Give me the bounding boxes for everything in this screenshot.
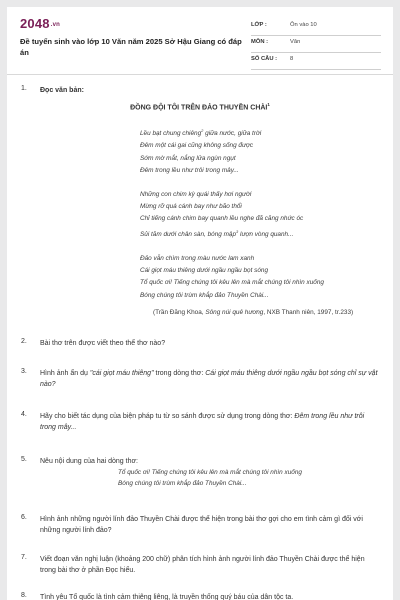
poem-line: Sớm mờ mắt, nắng lửa ngùn ngụt <box>140 154 236 162</box>
question-quote: Cái giọt máu thiêng dưới ngầu ngầu bọt sóng chỉ sự vật nào? <box>40 370 378 388</box>
poem-line: Bóng chúng tôi trùm khắp đảo Thuyền Chài... <box>140 291 269 299</box>
poem-line-text: Sủi tăm dưới chân sàn, bóng mập <box>140 230 237 238</box>
meta-value: Ôn vào 10 <box>290 22 317 28</box>
meta-label: SỐ CÂU : <box>251 56 278 62</box>
poem-line-text: Lều bạt chung chiêng <box>140 130 202 138</box>
question-number: 2. <box>21 338 27 345</box>
question-number: 3. <box>21 368 27 375</box>
question-text: Nêu nội dung của hai dòng thơ: <box>40 458 138 465</box>
document-page <box>7 7 393 600</box>
question-text-part: Hình ảnh ẩn dụ <box>40 370 90 377</box>
document-header <box>7 7 393 77</box>
meta-label: LỚP : <box>251 22 267 28</box>
poem-line: Những con chim kỳ quái thấy hơi người <box>140 191 252 198</box>
question-text: Viết đoạn văn nghị luận (khoảng 200 chữ) phân tích hình ảnh người lính đảo Thuyền Chài được thể hiện trong bài thơ ở phần Đọc hiểu. <box>40 556 365 574</box>
footnote-mark: 2 <box>201 128 204 133</box>
poem-line: Chỉ tiếng cánh chim bay quanh lều nghe đã căng nhức óc <box>140 215 304 223</box>
question-text <box>40 368 380 390</box>
meta-value: Văn <box>290 39 301 45</box>
question-text-part: Hãy cho biết tác dụng của biện pháp tu từ so sánh được sử dụng trong dòng thơ: <box>40 413 295 420</box>
meta-row-subject <box>251 36 381 53</box>
quote-line: Bóng chúng tôi trùm khắp đảo Thuyền Chài... <box>118 480 247 487</box>
question-number: 1. <box>21 85 27 92</box>
question-number: 4. <box>21 411 27 418</box>
logo-suffix: .vn <box>50 21 61 28</box>
logo-text: 2048 <box>20 16 50 31</box>
poem-title <box>7 102 393 111</box>
site-logo[interactable] <box>20 16 60 31</box>
source-text: , NXB Thanh niên, 1997, tr.233) <box>263 309 354 316</box>
question-text: Hình ảnh những người lính đảo Thuyền Chài được thể hiện trong bài thơ gợi cho em tình cảm gì đối với những người lính đảo? <box>40 516 363 534</box>
question-text: Bài thơ trên được viết theo thể thơ nào? <box>40 340 166 347</box>
question-5-quote <box>118 467 388 489</box>
poem-line-text: giữa nước, giữa trời <box>203 130 262 138</box>
poem-stanza-3 <box>140 253 390 302</box>
poem-title-text: ĐỒNG ĐỘI TÔI TRÊN ĐẢO THUYỀN CHÀI <box>130 104 268 112</box>
question-text-part: trong dòng thơ: <box>153 370 206 377</box>
source-text: (Trần Đăng Khoa, <box>153 309 206 316</box>
poem-line: Đêm trong lều như trôi trong mây... <box>140 166 239 174</box>
poem-line: Tổ quốc ơi! Tiếng chúng tôi kêu lên mà mắt chúng tôi nhìn xuống <box>140 279 324 287</box>
footnote-mark: 3 <box>236 228 239 234</box>
question-number: 7. <box>21 554 27 561</box>
poem-stanza-1 <box>140 125 390 177</box>
poem-stanza-2 <box>140 189 390 241</box>
question-text <box>40 411 380 433</box>
quote-line: Tổ quốc ơi! Tiếng chúng tôi kêu lên mà mắt chúng tôi nhìn xuống <box>118 469 302 476</box>
meta-value: 8 <box>290 56 294 62</box>
question-number: 8. <box>21 592 27 599</box>
question-text: Tình yêu Tổ quốc là tình cảm thiêng liêng, là truyền thống quý báu của dân tộc ta. <box>40 594 294 600</box>
question-number: 5. <box>21 456 27 463</box>
poem-line: Đảo vẫn chìm trong màu nước lam xanh <box>140 255 255 262</box>
source-book-title: Sông núi quê hương <box>205 309 264 316</box>
reading-label: Đọc văn bản: <box>40 87 84 94</box>
poem-line: Đêm một cái gai cũng không sống được <box>140 142 254 150</box>
poem-line-text: lượn vòng quanh... <box>238 230 294 238</box>
poem-source <box>153 309 353 316</box>
meta-label: MÔN : <box>251 39 269 45</box>
meta-row-class <box>251 19 381 36</box>
question-number: 6. <box>21 514 27 521</box>
meta-row-count <box>251 53 381 70</box>
poem-line: Mừng rỡ quá cánh bay như bão thổi <box>140 203 242 211</box>
poem-line: Cái giọt máu thiêng dưới ngầu ngầu bọt sóng <box>140 267 269 275</box>
document-title: Đề tuyển sinh vào lớp 10 Văn năm 2025 Sở Hậu Giang có đáp án <box>20 37 242 57</box>
meta-table <box>251 19 381 70</box>
footnote-mark: 1 <box>267 102 270 107</box>
header-divider <box>7 74 393 75</box>
question-quote: Đêm trong lều như trôi trong mây... <box>40 413 365 431</box>
poem-line <box>140 125 390 140</box>
question-quote: "cái giọt máu thiêng" <box>89 370 154 377</box>
poem-line <box>140 226 390 241</box>
